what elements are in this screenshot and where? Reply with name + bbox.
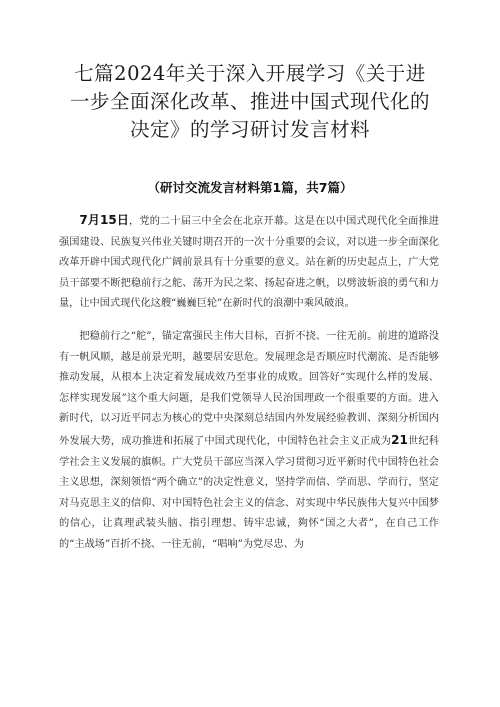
paragraph-1-date: 7月15日 (79, 213, 130, 227)
paragraph-2-text-after: 世纪科学社会主义发展的旗帜。广大党员干部应当深入学习贯彻习近平新时代中国特色社会主义思想，深刻领悟“两个确立”的决定性意义，坚持学而信、学而思、学而行，坚定对马克思主义的信仰、对中国特色社会主义的信念、对实现中华民族伟大复兴中国梦的信心，让真理武装头脑、指引理想、铸牢忠诚，夠怀“国之大者”，在自己工作的“主战场”百折不挠、一往无前，“唱响”为党尽忠、为 (59, 435, 439, 550)
paragraph-2-text-before: 把稳前行之“舵”，锚定富强民主伟大目标，百折不挠、一往无前。前进的道路没有一帆风顺，越是前景光明，越要居安思危。发展理念是否顺应时代潮流、是否能够推动发展，从根本上决定着发展成效乃至事业的成败。回答好“实现什么样的发展、怎样实现发展”这个重大问题，是我们党领导人民治国理政一个很重要的方面。进入新时代，以习近平同志为核心的党中央深刻总结国内外发展经验教训、深刻分析国内外发展大势，成功推进和拓展了中国式现代化，中国特色社会主义正成为 (59, 330, 439, 447)
document-title: 七篇2024年关于深入开展学习《关于进一步全面深化改革、推进中国式现代化的决定》的学习研讨发言材料 (70, 62, 431, 141)
paragraph-1-text: ，党的二十届三中全会在北京开幕。这是在以中国式现代化全面推进强国建设、民族复兴伟业关键时期召开的一次十分重要的会议，对以进一步全面深化改革开辟中国式现代化广阔前景具有十分重要的意义。站在新的历史起点上，广大党员干部要不断把稳前行之舵、荡开为民之桨、扬起奋进之帆，以劈波斩浪的勇气和力量，让中国式现代化这艘“巍巍巨轮”在新时代的浪潮中乘风破浪。 (59, 216, 439, 310)
paragraph-2 (59, 327, 439, 556)
paragraph-2-bold-number: 21 (391, 432, 408, 447)
document-subtitle: （研讨交流发言材料第1篇，共7篇） (147, 180, 353, 195)
document-body (59, 210, 439, 568)
paragraph-1 (59, 210, 439, 315)
